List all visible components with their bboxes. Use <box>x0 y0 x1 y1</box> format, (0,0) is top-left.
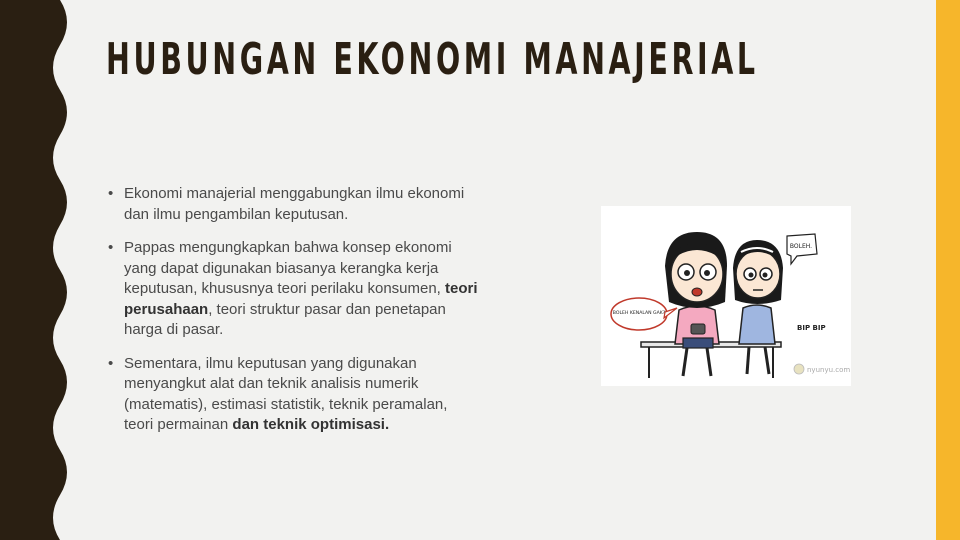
bullet-text: Sementara, ilmu keputusan yang digunakan menyangkut alat dan teknik analisis numerik (matematis), estimasi statistik, teknik peramalan, teori permainan <box>124 354 448 433</box>
bullet-text: Ekonomi manajerial menggabungkan ilmu ekonomi dan ilmu pengambilan keputusan. <box>124 185 465 223</box>
bullet-bold-text: dan teknik optimisasi. <box>232 416 390 433</box>
speech-bubble-right-text: BOLEH. <box>789 243 813 250</box>
bullet-marker: • <box>108 185 114 202</box>
bullet-list <box>108 184 478 449</box>
sound-effect-text: BIP BIP <box>797 324 826 332</box>
bullet-item <box>108 184 478 225</box>
bullet-item <box>108 354 478 436</box>
speech-bubble-left-text: BOLEH KENALAN GAK? <box>612 311 666 316</box>
watermark-text: nyunyu.com <box>807 366 851 374</box>
bullet-bold-text: teori perusahaan <box>124 280 478 318</box>
bullet-marker: • <box>108 239 114 256</box>
bullet-marker: • <box>108 354 114 372</box>
wavy-left-border <box>0 0 80 540</box>
slide-title: HUBUNGAN EKONOMI MANAJERIAL <box>106 34 759 85</box>
right-accent-stripe <box>936 0 960 540</box>
watermark-logo <box>794 364 850 374</box>
bullet-text: , teori struktur pasar dan penetapan harga di pasar. <box>124 300 446 338</box>
bullet-item <box>108 238 478 341</box>
bullet-text: Pappas mengungkapkan bahwa konsep ekonomi yang dapat digunakan biasanya kerangka kerja keputusan, khususnya teori perilaku konsumen, <box>124 239 452 297</box>
cartoon-illustration <box>601 206 851 386</box>
